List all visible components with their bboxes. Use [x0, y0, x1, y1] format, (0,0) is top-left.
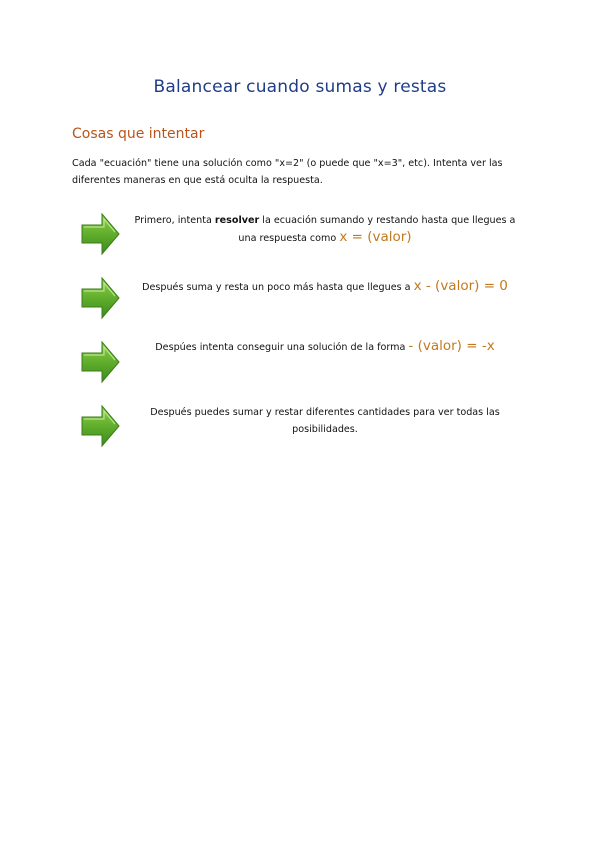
- green-arrow-right-icon: [80, 404, 120, 448]
- green-arrow-right-icon: [80, 276, 120, 320]
- step-2-expression: x - (valor) = 0: [413, 278, 508, 294]
- step-1-keyword: resolver: [214, 215, 260, 226]
- step-4-text: [126, 404, 524, 438]
- step-1-text-after: la ecuación sumando y restando hasta que llegues a una respuesta como: [238, 215, 516, 244]
- green-arrow-right-icon: [80, 340, 120, 384]
- page-title: Balancear cuando sumas y restas: [153, 77, 447, 97]
- step-3-text: [126, 338, 524, 356]
- step-3: [80, 340, 530, 386]
- step-3-expression: - (valor) = -x: [408, 338, 495, 354]
- green-arrow-right-icon: [80, 212, 120, 256]
- step-3-text-before: Despúes intenta conseguir una solución de la forma: [155, 342, 409, 353]
- step-2-text-before: Después suma y resta un poco más hasta que llegues a: [142, 282, 414, 293]
- step-2: [80, 276, 530, 322]
- step-1-expression: x = (valor): [339, 229, 412, 245]
- intro-paragraph: Cada "ecuación" tiene una solución como "x=2" (o puede que "x=3", etc). Intenta ver las diferentes maneras en que está oculta la respuesta.: [72, 158, 503, 186]
- step-1-text: [126, 212, 524, 247]
- step-2-text: [126, 276, 524, 298]
- step-1-text-before: Primero, intenta: [134, 215, 215, 226]
- step-1: [80, 212, 530, 258]
- step-4-text-before: Después puedes sumar y restar diferentes cantidades para ver todas las posibilidades.: [150, 407, 500, 435]
- section-heading: Cosas que intentar: [72, 126, 205, 142]
- step-4: [80, 404, 530, 450]
